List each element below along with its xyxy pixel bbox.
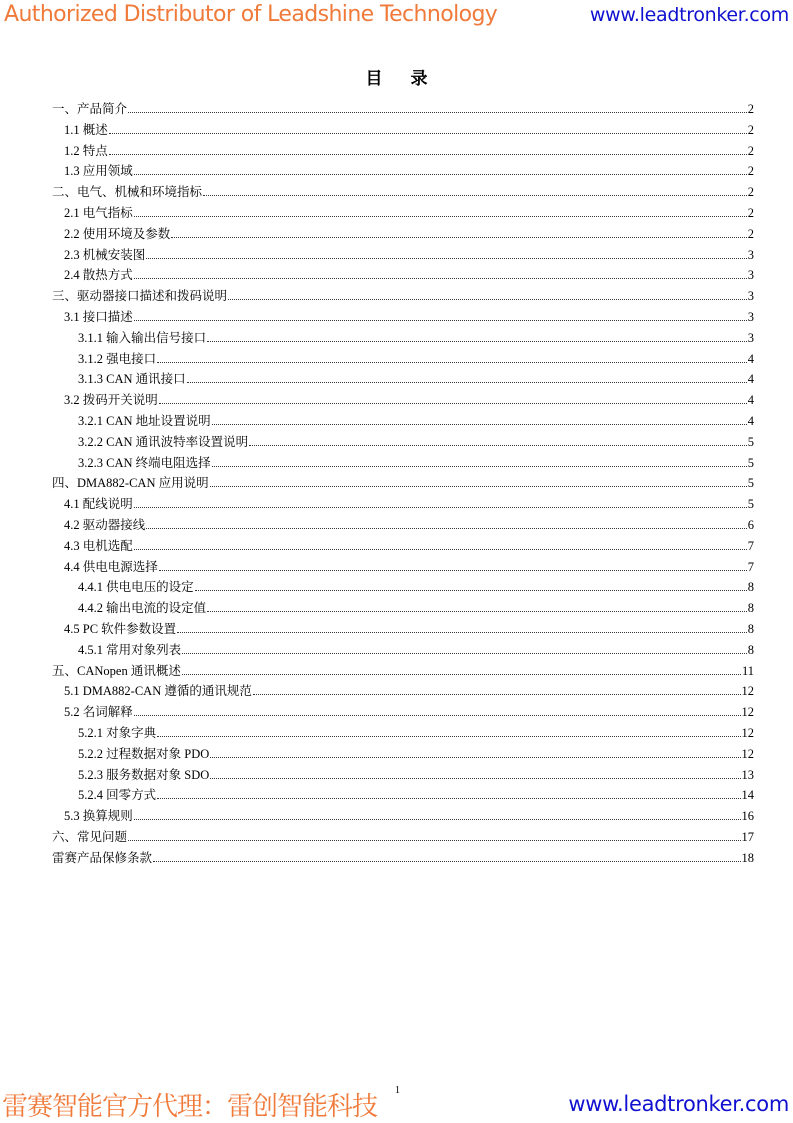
toc-leader-dots: [134, 818, 741, 820]
toc-entry[interactable]: [64, 200, 754, 220]
toc-leader-dots: [157, 361, 747, 363]
toc-entry-page: 12: [741, 746, 754, 761]
toc-leader-dots: [182, 652, 747, 654]
toc-leader-dots: [187, 381, 747, 383]
toc-entry-page: 3: [747, 268, 754, 283]
toc-entry-label: 3.1.1 输入输出信号接口: [78, 330, 207, 345]
toc-entry[interactable]: [78, 346, 754, 366]
toc-entry-page: 2: [747, 206, 754, 220]
toc-entry[interactable]: [78, 325, 754, 345]
toc-entry[interactable]: [52, 96, 754, 116]
toc-entry-page: 5: [747, 476, 754, 491]
toc-leader-dots: [128, 839, 740, 841]
toc-entry-page: 8: [747, 642, 754, 657]
toc-entry-page: 3: [747, 289, 754, 304]
toc-entry[interactable]: [64, 533, 754, 553]
toc-entry-page: 2: [747, 164, 754, 179]
toc-entry-page: 7: [747, 538, 754, 553]
toc-entry[interactable]: [64, 554, 754, 574]
toc-leader-dots: [134, 714, 741, 716]
toc-leader-dots: [128, 111, 747, 113]
toc-entry-page: 12: [741, 684, 754, 699]
toc-leader-dots: [146, 527, 746, 529]
page-title: [0, 64, 793, 89]
toc-entry-label: 4.4.2 输出电流的设定值: [78, 601, 207, 616]
toc-entry[interactable]: [78, 366, 754, 386]
toc-entry-label: 3.1 接口描述: [64, 310, 133, 324]
toc-entry-page: 8: [747, 601, 754, 616]
toc-leader-dots: [253, 693, 741, 695]
toc-entry-label: 3.2.2 CAN 通讯波特率设置说明: [78, 434, 249, 449]
toc-entry-page: 2: [747, 226, 754, 241]
toc-entry-label: 4.4 供电电源选择: [64, 559, 158, 574]
toc-entry[interactable]: [52, 179, 754, 199]
toc-entry-label: 4.3 电机选配: [64, 538, 133, 553]
toc-entry-page: 17: [741, 830, 754, 844]
toc-entry-label: 雷赛产品保修条款: [52, 850, 153, 865]
toc-leader-dots: [228, 298, 747, 300]
toc-leader-dots: [146, 257, 746, 259]
toc-entry[interactable]: [52, 470, 754, 490]
toc-entry-page: 4: [747, 372, 754, 387]
toc-entry-label: 1.3 应用领域: [64, 164, 133, 179]
toc-entry-page: 7: [747, 559, 754, 574]
toc-entry[interactable]: [78, 637, 754, 657]
toc-leader-dots: [109, 153, 747, 155]
toc-entry[interactable]: [78, 408, 754, 428]
footer-website-link[interactable]: www.leadtronker.com: [568, 1092, 789, 1116]
toc-entry[interactable]: [78, 574, 754, 594]
toc-leader-dots: [157, 797, 740, 799]
toc-entry[interactable]: [64, 221, 754, 241]
toc-entry-label: 4.5 PC 软件参数设置: [64, 622, 177, 636]
toc-entry[interactable]: [64, 512, 754, 532]
toc-leader-dots: [109, 132, 747, 134]
toc-entry-page: 2: [747, 185, 754, 200]
toc-entry-label: 4.4.1 供电电压的设定: [78, 580, 194, 595]
toc-entry-label: 2.2 使用环境及参数: [64, 226, 171, 241]
toc-entry[interactable]: [78, 595, 754, 615]
toc-entry[interactable]: [64, 158, 754, 178]
header-distributor-text: Authorized Distributor of Leadshine Technology: [4, 2, 498, 27]
toc-entry-page: 13: [741, 767, 754, 782]
footer-agent-text: 雷赛智能官方代理：雷创智能科技: [2, 1092, 378, 1122]
toc-entry-label: 5.2 名词解释: [64, 705, 133, 720]
toc-entry-label: 3.2.1 CAN 地址设置说明: [78, 414, 211, 428]
toc-leader-dots: [210, 756, 740, 758]
toc-entry-page: 2: [747, 143, 754, 158]
toc-entry-page: 2: [747, 122, 754, 137]
toc-entry-label: 3.2 拨码开关说明: [64, 393, 158, 408]
toc-entry-label: 4.2 驱动器接线: [64, 518, 146, 532]
toc-leader-dots: [134, 548, 747, 550]
toc-leader-dots: [134, 215, 747, 217]
toc-entry-label: 4.1 配线说明: [64, 497, 133, 512]
toc-entry-page: 4: [747, 351, 754, 366]
toc-entry[interactable]: [78, 741, 754, 761]
toc-entry[interactable]: [78, 782, 754, 802]
toc-entry-label: 1.2 特点: [64, 143, 108, 158]
toc-leader-dots: [249, 444, 747, 446]
toc-entry-label: 3.1.3 CAN 通讯接口: [78, 372, 186, 387]
toc-entry-label: 2.1 电气指标: [64, 206, 133, 220]
toc-entry-label: 3.1.2 强电接口: [78, 351, 157, 366]
toc-entry-page: 5: [747, 497, 754, 512]
toc-leader-dots: [134, 319, 747, 321]
toc-entry-label: 二、电气、机械和环境指标: [52, 185, 203, 200]
toc-leader-dots: [212, 465, 747, 467]
toc-entry-label: 5.2.4 回零方式: [78, 788, 157, 803]
toc-entry[interactable]: [64, 117, 754, 137]
toc-entry-page: 4: [747, 393, 754, 408]
toc-entry-page: 5: [747, 455, 754, 470]
toc-entry[interactable]: [78, 429, 754, 449]
toc-leader-dots: [134, 277, 747, 279]
toc-entry-page: 3: [747, 247, 754, 262]
toc-leader-dots: [182, 673, 741, 675]
toc-entry-page: 2: [747, 102, 754, 116]
toc-entry-page: 4: [747, 414, 754, 428]
toc-leader-dots: [134, 173, 747, 175]
toc-entry-label: 5.2.1 对象字典: [78, 726, 157, 740]
toc-entry[interactable]: [64, 138, 754, 158]
toc-entry-page: 8: [747, 580, 754, 595]
toc-leader-dots: [195, 589, 747, 591]
toc-entry[interactable]: [52, 658, 754, 678]
toc-entry-label: 六、常见问题: [52, 830, 128, 844]
toc-leader-dots: [207, 340, 747, 342]
toc-entry[interactable]: [64, 491, 754, 511]
toc-entry-label: 5.2.3 服务数据对象 SDO: [78, 767, 210, 782]
toc-leader-dots: [159, 569, 747, 571]
toc-entry-page: 16: [741, 809, 754, 824]
toc-entry-page: 6: [747, 518, 754, 532]
toc-entry[interactable]: [52, 283, 754, 303]
toc-entry-label: 3.2.3 CAN 终端电阻选择: [78, 455, 211, 470]
toc-entry[interactable]: [64, 678, 754, 698]
toc-entry-label: 5.2.2 过程数据对象 PDO: [78, 746, 210, 761]
toc-entry-label: 1.1 概述: [64, 122, 108, 137]
toc-entry-page: 18: [741, 850, 754, 865]
toc-entry-page: 3: [747, 330, 754, 345]
toc-entry-page: 5: [747, 434, 754, 449]
toc-entry-label: 三、驱动器接口描述和拨码说明: [52, 289, 228, 304]
toc-entry[interactable]: [78, 720, 754, 740]
toc-entry[interactable]: [64, 616, 754, 636]
toc-entry-page: 12: [741, 726, 754, 740]
toc-leader-dots: [171, 236, 746, 238]
toc-entry-label: 一、产品简介: [52, 102, 128, 116]
toc-leader-dots: [153, 860, 740, 862]
toc-entry[interactable]: [64, 803, 754, 823]
toc-leader-dots: [134, 506, 747, 508]
toc-entry-page: 12: [741, 705, 754, 720]
toc-entry[interactable]: [78, 762, 754, 782]
title-char: 目: [365, 69, 383, 89]
toc-entry[interactable]: [64, 304, 754, 324]
toc-leader-dots: [210, 485, 747, 487]
toc-entry[interactable]: [64, 262, 754, 282]
toc-entry-label: 4.5.1 常用对象列表: [78, 642, 182, 657]
toc-entry-label: 2.4 散热方式: [64, 268, 133, 283]
toc-entry[interactable]: [78, 450, 754, 470]
toc-leader-dots: [159, 402, 747, 404]
toc-leader-dots: [210, 777, 740, 779]
toc-entry-label: 五、CANopen 通讯概述: [52, 663, 181, 678]
toc-entry-label: 5.3 换算规则: [64, 809, 133, 824]
toc-entry-label: 2.3 机械安装图: [64, 247, 146, 262]
toc-entry-label: 四、DMA882-CAN 应用说明: [52, 476, 209, 491]
toc-entry-page: 11: [741, 663, 754, 678]
toc-leader-dots: [157, 735, 740, 737]
toc-entry[interactable]: [52, 845, 754, 865]
toc-entry[interactable]: [52, 824, 754, 844]
page-number: 1: [395, 1085, 400, 1096]
toc-entry-page: 8: [747, 622, 754, 636]
toc-leader-dots: [177, 631, 747, 633]
toc-entry-page: 14: [741, 788, 754, 803]
toc-entry-page: 3: [747, 310, 754, 324]
title-char: 录: [410, 69, 428, 89]
toc-leader-dots: [207, 610, 747, 612]
toc-entry[interactable]: [64, 699, 754, 719]
toc-leader-dots: [212, 423, 747, 425]
toc-entry[interactable]: [64, 242, 754, 262]
toc-entry[interactable]: [64, 387, 754, 407]
toc-leader-dots: [203, 194, 747, 196]
header-website-link[interactable]: www.leadtronker.com: [589, 4, 789, 26]
toc-entry-label: 5.1 DMA882-CAN 遵循的通讯规范: [64, 684, 252, 699]
